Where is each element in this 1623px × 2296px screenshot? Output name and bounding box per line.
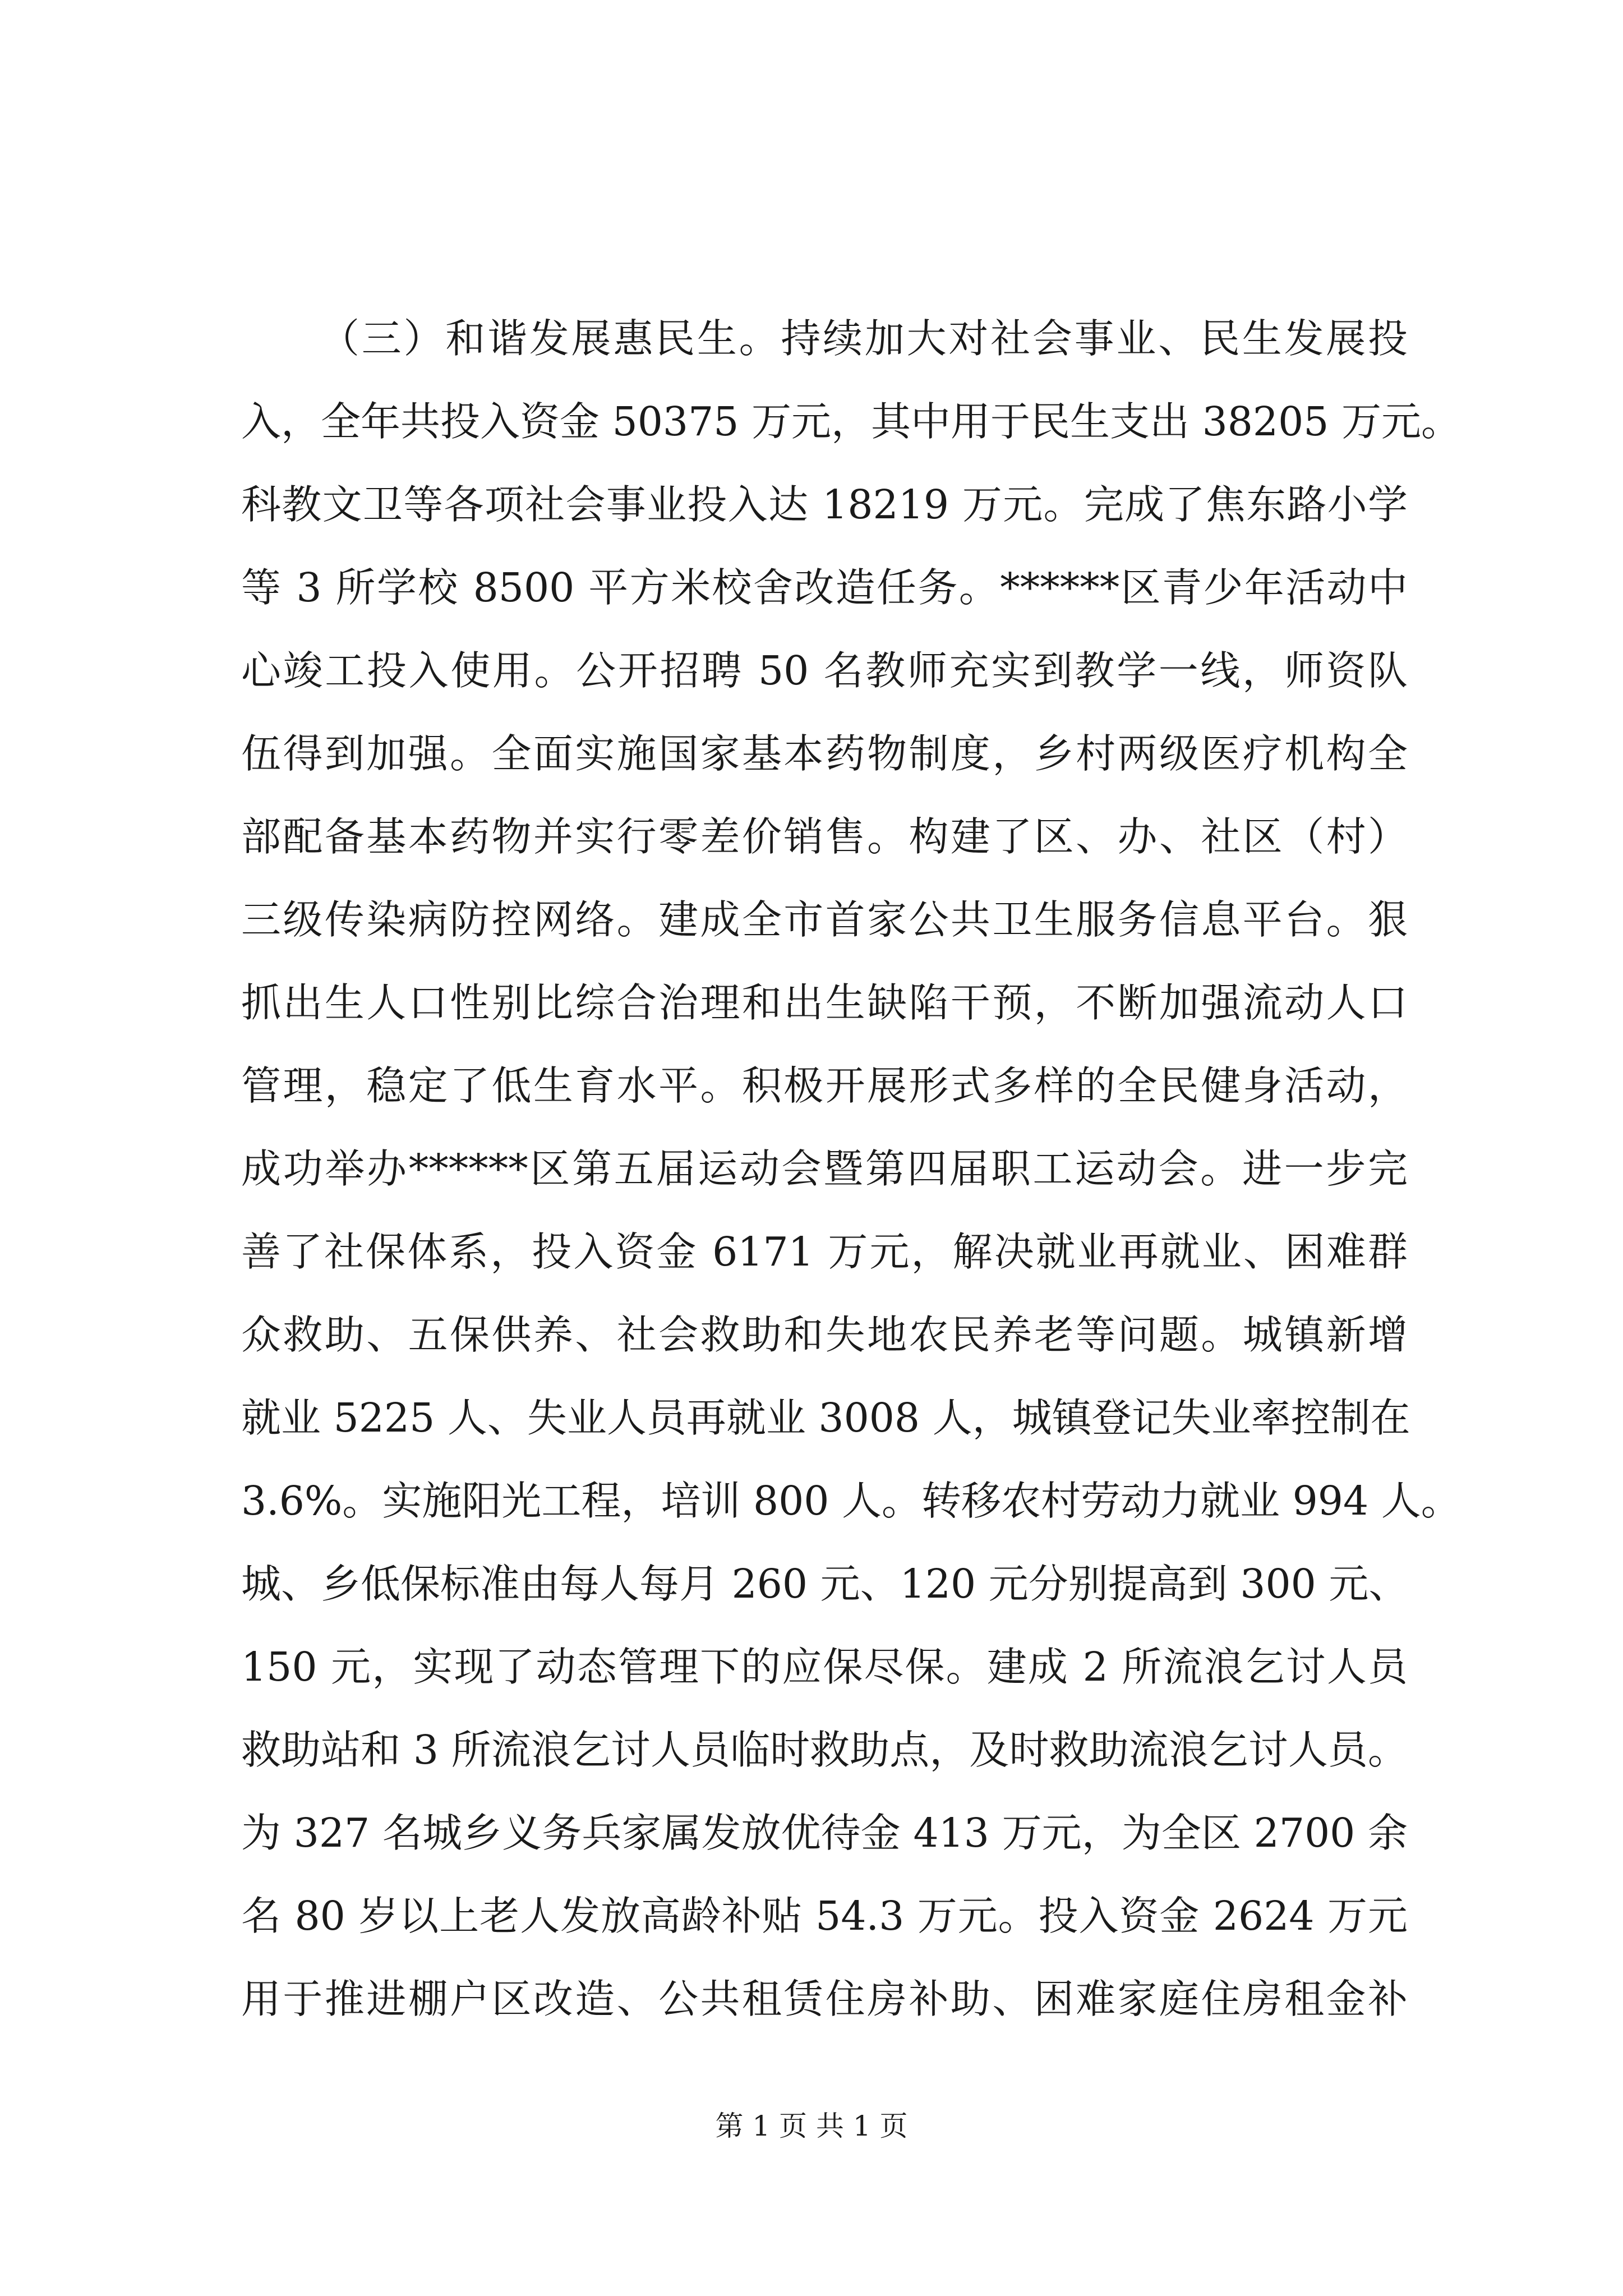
paragraph-line: 伍得到加强。全面实施国家基本药物制度，乡村两级医疗机构全: [241, 730, 1408, 777]
paragraph-line: 成功举办******区第五届运动会暨第四届职工运动会。进一步完: [241, 1145, 1408, 1192]
paragraph-line: 科教文卫等各项社会事业投入达 18219 万元。完成了焦东路小学: [241, 481, 1408, 528]
paragraph-line: 就业 5225 人、失业人员再就业 3008 人，城镇登记失业率控制在: [241, 1395, 1410, 1441]
paragraph-line: 名 80 岁以上老人发放高龄补贴 54.3 万元。投入资金 2624 万元: [241, 1893, 1408, 1939]
paragraph-line: 用于推进棚户区改造、公共租赁住房补助、困难家庭住房租金补: [241, 1976, 1408, 2022]
paragraph-line: 3.6%。实施阳光工程，培训 800 人。转移农村劳动力就业 994 人。: [241, 1478, 1461, 1524]
paragraph-line: 城、乡低保标准由每人每月 260 元、120 元分别提高到 300 元、: [241, 1561, 1409, 1607]
paragraph-line: 善了社保体系，投入资金 6171 万元，解决就业再就业、困难群: [241, 1228, 1408, 1275]
paragraph-line: 抓出生人口性别比综合治理和出生缺陷干预，不断加强流动人口: [241, 979, 1408, 1026]
paragraph-line: 150 元，实现了动态管理下的应保尽保。建成 2 所流浪乞讨人员: [241, 1644, 1408, 1690]
paragraph-line: 管理，稳定了低生育水平。积极开展形式多样的全民健身活动，: [241, 1062, 1408, 1109]
paragraph-line: 部配备基本药物并实行零差价销售。构建了区、办、社区（村）: [241, 813, 1408, 860]
paragraph-line: 三级传染病防控网络。建成全市首家公共卫生服务信息平台。狠: [241, 896, 1408, 943]
paragraph-line: 救助站和 3 所流浪乞讨人员临时救助点，及时救助流浪乞讨人员。: [241, 1727, 1408, 1773]
body-paragraph: [241, 297, 1461, 2041]
paragraph-line: 心竣工投入使用。公开招聘 50 名教师充实到教学一线，师资队: [241, 647, 1408, 694]
paragraph-line: 众救助、五保供养、社会救助和失地农民养老等问题。城镇新增: [241, 1312, 1408, 1358]
paragraph-line: （三）和谐发展惠民生。持续加大对社会事业、民生发展投: [320, 315, 1408, 362]
paragraph-line: 入，全年共投入资金 50375 万元，其中用于民生支出 38205 万元。: [241, 398, 1461, 445]
paragraph-line: 等 3 所学校 8500 平方米校舍改造任务。******区青少年活动中: [241, 564, 1408, 611]
page-number-footer: 第 1 页 共 1 页: [715, 2110, 908, 2142]
paragraph-line: 为 327 名城乡义务兵家属发放优待金 413 万元，为全区 2700 余: [241, 1810, 1408, 1856]
